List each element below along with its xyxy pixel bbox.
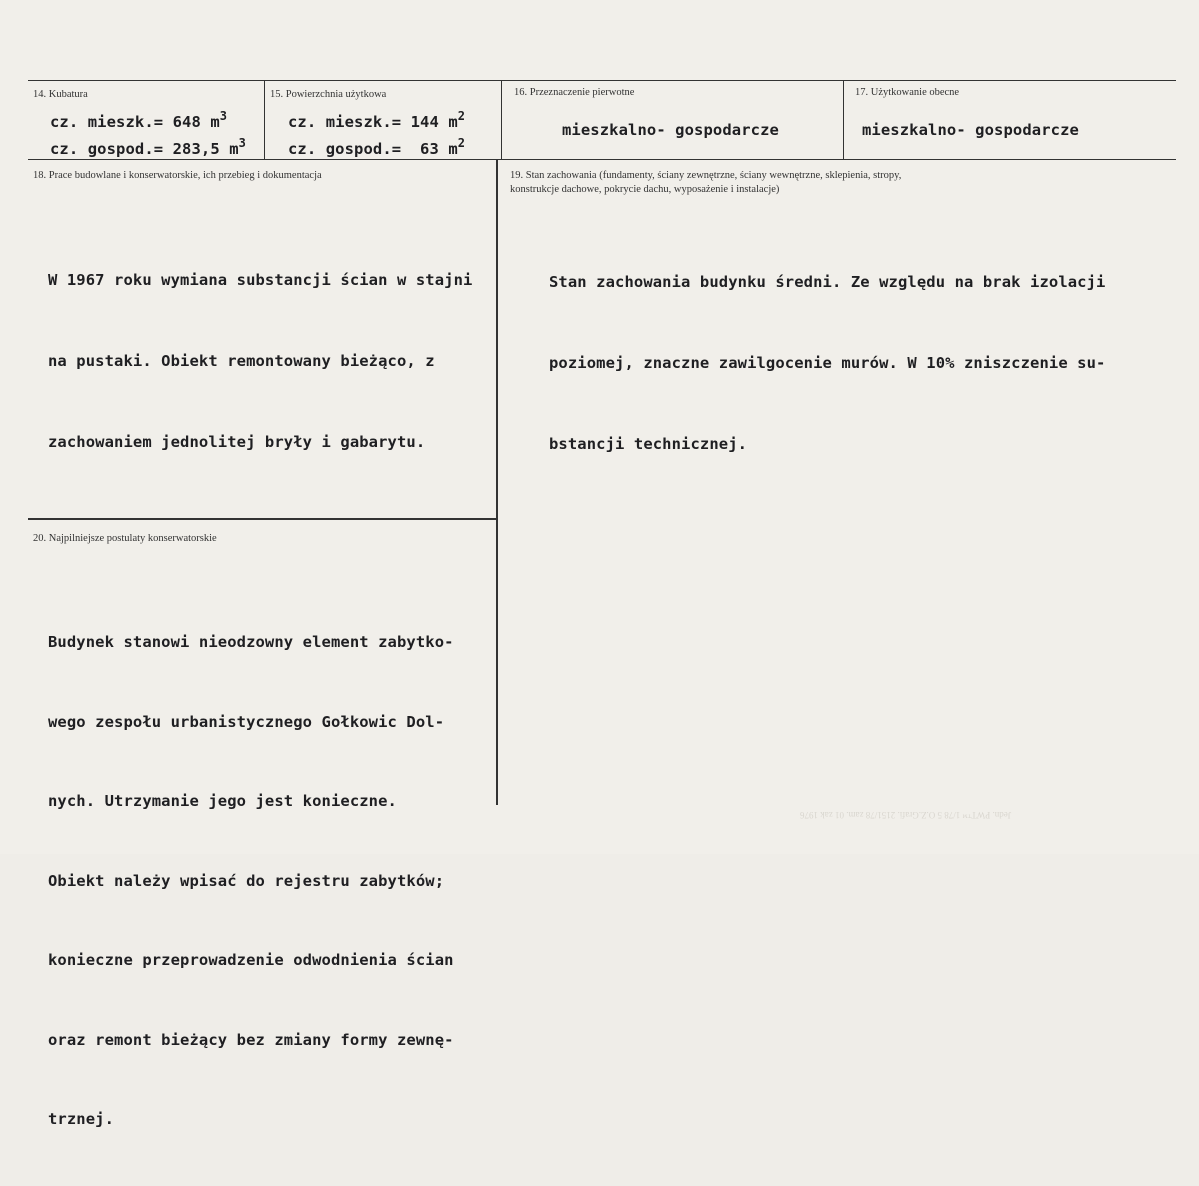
field-18-label: 18. Prace budowlane i konserwatorskie, ich przebieg i dokumentacja — [33, 170, 322, 181]
field-17-label: 17. Użytkowanie obecne — [855, 87, 960, 98]
field-14-line1: cz. mieszk.= 648 m — [50, 113, 220, 131]
field-14-value-residential — [50, 109, 228, 131]
field-15-line2-unit-exponent: 2 — [457, 136, 466, 150]
field-18-line: na pustaki. Obiekt remontowany bieżąco, z — [48, 352, 435, 370]
field-15-line1-unit-exponent: 2 — [457, 109, 466, 123]
top-rule — [28, 80, 1176, 81]
field-14-line2: cz. gospod.= 283,5 m — [50, 140, 239, 158]
divider-14-15 — [264, 80, 265, 159]
field-20-line: konieczne przeprowadzenie odwodnienia ścian — [48, 951, 454, 969]
field-18-text — [48, 213, 472, 510]
field-15-value-residential — [288, 109, 466, 131]
field-20-line: oraz remont bieżący bez zmiany formy zewnę- — [48, 1030, 454, 1049]
printer-note: Jedn. PWT™ 1/78 5 O.Z.Grafi. 2151/78 zam. 01 zak 1976 — [800, 810, 1012, 820]
field-14-label: 14. Kubatura — [33, 89, 88, 100]
row-rule-2 — [28, 518, 496, 520]
field-16-label: 16. Przeznaczenie pierwotne — [514, 87, 635, 98]
field-19-label-line1: 19. Stan zachowania (fundamenty, ściany zewnętrzne, ściany wewnętrzne, sklepienia, stropy, — [510, 170, 902, 181]
field-18-line: zachowaniem jednolitej bryły i gabarytu. — [48, 433, 426, 451]
field-19-line: Stan zachowania budynku średni. Ze względu na brak izolacji — [549, 273, 1106, 291]
field-19-line: poziomej, znaczne zawilgocenie murów. W 10% zniszczenie su- — [549, 354, 1106, 372]
field-20-line: trznej. — [48, 1110, 115, 1128]
divider-16-17 — [843, 80, 844, 159]
divider-15-16 — [501, 80, 502, 159]
field-20-label: 20. Najpilniejsze postulaty konserwatorskie — [33, 533, 217, 544]
field-20-text — [48, 576, 454, 1186]
field-20-line: wego zespołu urbanistycznego Gołkowic Dol- — [48, 712, 445, 731]
divider-left-right — [496, 159, 498, 805]
row-rule-1 — [28, 159, 1176, 160]
field-20-line: nych. Utrzymanie jego jest konieczne. — [48, 792, 397, 810]
field-15-line1: cz. mieszk.= 144 m — [288, 113, 458, 131]
field-19-label-line2: konstrukcje dachowe, pokrycie dachu, wyposażenie i instalacje) — [510, 184, 780, 195]
field-14-line2-unit-exponent: 3 — [238, 136, 246, 150]
field-19-line: bstancji technicznej. — [549, 435, 748, 453]
field-19-text — [549, 215, 1105, 512]
field-15-label: 15. Powierzchnia użytkowa — [270, 89, 387, 100]
field-14-value-farm — [50, 136, 246, 158]
field-15-value-farm — [288, 136, 466, 158]
field-20-line: Budynek stanowi nieodzowny element zabytko- — [48, 633, 454, 651]
field-17-value: mieszkalno- gospodarcze — [862, 121, 1079, 139]
field-15-line2: cz. gospod.= 63 m — [288, 140, 458, 158]
field-14-line1-unit-exponent: 3 — [219, 109, 228, 123]
field-18-line: W 1967 roku wymiana substancji ścian w stajni — [48, 271, 473, 289]
field-16-value: mieszkalno- gospodarcze — [562, 121, 779, 139]
field-20-line: Obiekt należy wpisać do rejestru zabytków; — [48, 871, 445, 890]
